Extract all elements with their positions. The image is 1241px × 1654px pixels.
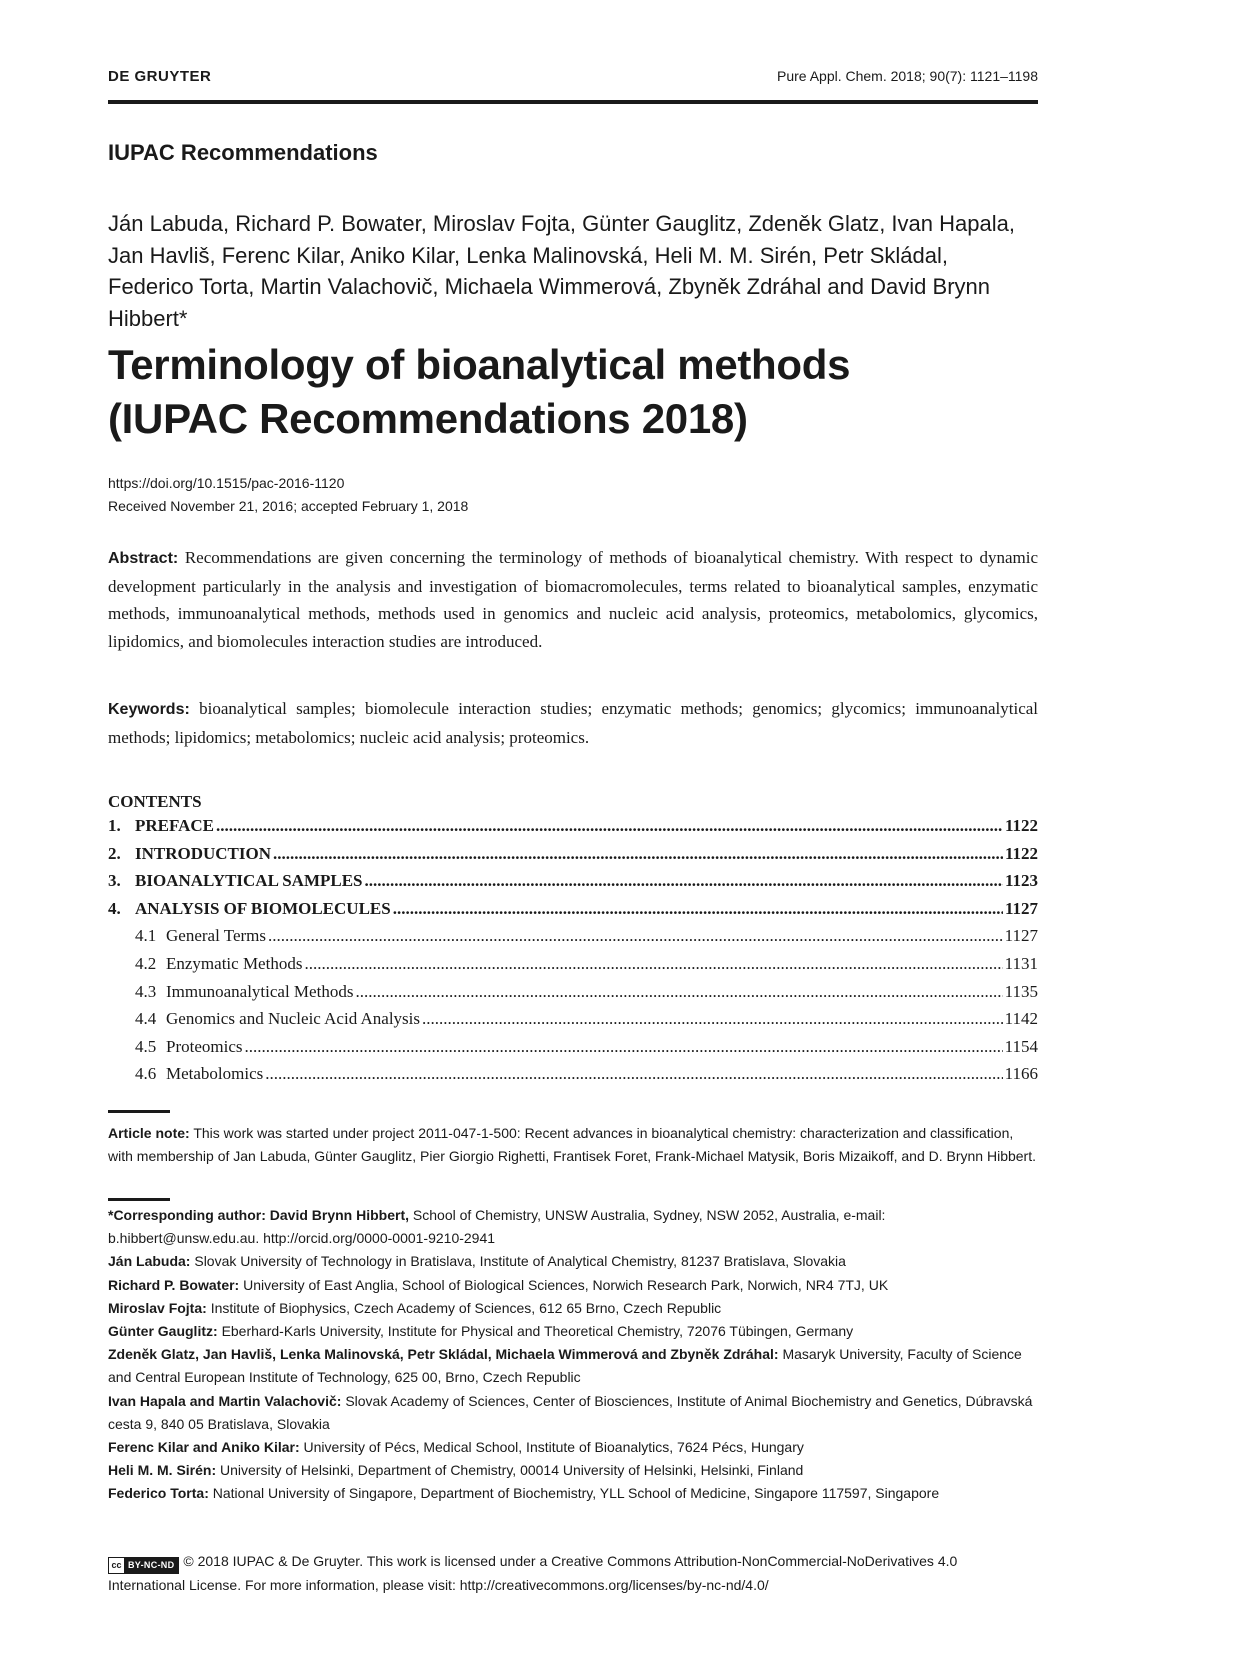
toc-page-number: 1123	[1004, 871, 1038, 891]
contents-title: CONTENTS	[108, 792, 202, 811]
received-dates: Received November 21, 2016; accepted February 1, 2018	[108, 498, 469, 514]
toc-page-number: 1127	[1004, 926, 1038, 946]
affiliation-entry	[108, 1436, 1038, 1459]
toc-page-number: 1166	[1004, 1064, 1038, 1084]
toc-number: 4.	[108, 898, 121, 918]
toc-number: 4.2	[135, 953, 157, 973]
affiliation-entry	[108, 1250, 1038, 1273]
license-notice	[108, 1550, 1038, 1597]
cc-license-badge[interactable]	[108, 1557, 179, 1574]
article-meta	[108, 472, 468, 518]
toc-entry-analysis-of-biomolecules[interactable]	[108, 899, 1038, 927]
affiliation-text: Slovak University of Technology in Bratislava, Institute of Analytical Chemistry, 81237 Bratislava, Slovakia	[194, 1253, 846, 1270]
affiliation-text: University of Helsinki, Department of Chemistry, 00014 University of Helsinki, Helsinki, Finland	[220, 1462, 804, 1479]
toc-page-number: 1122	[1004, 843, 1038, 863]
toc-number: 1.	[108, 816, 121, 835]
affiliation-name: Heli M. M. Sirén:	[108, 1462, 217, 1479]
affiliation-entry	[108, 1390, 1038, 1436]
toc-leader-dots	[273, 844, 1003, 864]
toc-entry-proteomics[interactable]	[108, 1037, 1038, 1065]
title-line-1: Terminology of bioanalytical methods	[108, 341, 851, 388]
series-label: IUPAC Recommendations	[108, 140, 378, 165]
cc-icon: cc	[109, 1558, 124, 1573]
toc-entry-genomics[interactable]	[108, 1009, 1038, 1037]
toc-label: Genomics and Nucleic Acid Analysis	[166, 1009, 421, 1029]
keywords-label: Keywords:	[108, 701, 190, 718]
author-list: Ján Labuda, Richard P. Bowater, Miroslav Fojta, Günter Gauglitz, Zdeněk Glatz, Ivan Hapala, Jan Havliš, Ferenc Kilar, Aniko Kilar, Lenka Malinovská, Heli M. M. Sirén, Petr Skládal, Federico Torta, Martin Valachovič, Michaela Wimmerová, Zbyněk Zdráhal and David Brynn Hibbert*	[108, 211, 1015, 331]
doi-link[interactable]: https://doi.org/10.1515/pac-2016-1120	[108, 475, 345, 491]
affiliation-entry	[108, 1459, 1038, 1482]
license-text: © 2018 IUPAC & De Gruyter. This work is licensed under a Creative Commons Attribution-NonCommercial-NoDerivatives 4.0 International License. For more information, please visit: http://creativecommons.org/licenses/by-nc-nd/4.0/	[108, 1553, 958, 1593]
abstract-text: Recommendations are given concerning the terminology of methods of bioanalytical chemistry. With respect to dynamic development particularly in the analysis and investigation of biomacromolecules, terms related to bioanalytical samples, enzymatic methods, immunoanalytical methods, methods used in genomics and nucleic acid analysis, proteomics, metabolomics, glycomics, lipidomics, and biomolecules interaction studies are introduced.	[108, 548, 1039, 651]
abstract-label: Abstract:	[108, 550, 179, 567]
cc-badge-text: BY-NC-ND	[124, 1558, 178, 1573]
affiliation-name: Zdeněk Glatz, Jan Havliš, Lenka Malinovská, Petr Skládal, Michaela Wimmerová and Zbyněk Zdráhal:	[108, 1346, 779, 1363]
toc-label: ANALYSIS OF BIOMOLECULES	[135, 898, 391, 918]
affiliation-text: Eberhard-Karls University, Institute for Physical and Theoretical Chemistry, 72076 Tübingen, Germany	[221, 1323, 854, 1340]
toc-number: 4.6	[135, 1064, 157, 1084]
toc-leader-dots	[355, 982, 1002, 1002]
affiliation-entry	[108, 1482, 1038, 1505]
toc-number: 4.5	[135, 1036, 157, 1056]
toc-label: Enzymatic Methods	[166, 953, 303, 973]
toc-page-number: 1131	[1004, 953, 1038, 973]
journal-reference: Pure Appl. Chem. 2018; 90(7): 1121–1198	[777, 68, 1038, 84]
toc-label: PREFACE	[135, 816, 215, 835]
toc-label: Immunoanalytical Methods	[166, 981, 354, 1001]
toc-entry-metabolomics[interactable]	[108, 1064, 1038, 1092]
affiliation-name: Ivan Hapala and Martin Valachovič:	[108, 1392, 342, 1409]
toc-leader-dots	[265, 1064, 1002, 1084]
affiliation-name: *Corresponding author: David Brynn Hibbert,	[108, 1207, 410, 1223]
toc-number: 4.3	[135, 981, 157, 1001]
affiliation-entry	[108, 1320, 1038, 1343]
affiliation-text: Masaryk University, Faculty of Science and Central European Institute of Technology, 625 00, Brno, Czech Republic	[108, 1346, 1022, 1386]
publisher-name: DE GRUYTER	[108, 68, 212, 85]
toc-label: Proteomics	[166, 1036, 243, 1056]
article-note-label: Article note:	[108, 1125, 190, 1141]
affiliation-name: Richard P. Bowater:	[108, 1276, 240, 1293]
toc-entry-introduction[interactable]	[108, 844, 1038, 872]
affiliation-text: University of East Anglia, School of Biological Sciences, Norwich Research Park, Norwich, NR4 7TJ, UK	[243, 1276, 889, 1293]
toc-label: General Terms	[166, 926, 266, 946]
toc-page-number: 1122	[1004, 816, 1038, 835]
keywords	[108, 695, 1038, 751]
affiliation-name: Ján Labuda:	[108, 1253, 191, 1270]
table-of-contents	[108, 788, 1038, 1092]
toc-leader-dots	[304, 954, 1002, 974]
affiliation-entry	[108, 1274, 1038, 1297]
affiliation-text: University of Pécs, Medical School, Institute of Bioanalytics, 7624 Pécs, Hungary	[303, 1439, 804, 1456]
toc-label: BIOANALYTICAL SAMPLES	[135, 871, 363, 891]
affiliation-text: Institute of Biophysics, Czech Academy of Sciences, 612 65 Brno, Czech Republic	[210, 1299, 722, 1316]
affiliation-name: Ferenc Kilar and Aniko Kilar:	[108, 1439, 300, 1456]
title-line-2: (IUPAC Recommendations 2018)	[108, 395, 748, 442]
affiliation-entry	[108, 1297, 1038, 1320]
note-rule	[108, 1110, 170, 1113]
affiliations	[108, 1204, 1038, 1506]
affiliations-rule	[108, 1198, 170, 1201]
toc-number: 2.	[108, 843, 121, 863]
affiliation-entry	[108, 1204, 1038, 1250]
toc-leader-dots	[422, 1009, 1003, 1029]
toc-entry-immunoanalytical-methods[interactable]	[108, 982, 1038, 1010]
affiliation-entry	[108, 1343, 1038, 1389]
keywords-text: bioanalytical samples; biomolecule interaction studies; enzymatic methods; genomics; glycomics; immunoanalytical methods; lipidomics; metabolomics; nucleic acid analysis; proteomics.	[108, 699, 1039, 747]
toc-leader-dots	[216, 816, 1003, 836]
toc-entry-enzymatic-methods[interactable]	[108, 954, 1038, 982]
toc-entry-general-terms[interactable]	[108, 926, 1038, 954]
toc-entry-bioanalytical-samples[interactable]	[108, 871, 1038, 899]
toc-page-number: 1127	[1004, 898, 1038, 918]
affiliation-name: Miroslav Fojta:	[108, 1299, 207, 1316]
toc-page-number: 1142	[1004, 1009, 1038, 1029]
header-rule	[108, 100, 1038, 104]
article-note-text: This work was started under project 2011-047-1-500: Recent advances in bioanalytical chemistry: characterization and classification, with membership of Jan Labuda, Günter Gauglitz, Pier Giorgio Righetti, Frantisek Foret, Frank-Michael Matysik, Boris Mizaikoff, and D. Brynn Hibbert.	[108, 1125, 1036, 1164]
affiliation-name: Günter Gauglitz:	[108, 1323, 218, 1340]
toc-page-number: 1135	[1004, 981, 1038, 1001]
journal-page	[108, 62, 1039, 1593]
toc-leader-dots	[365, 871, 1003, 891]
toc-entry-preface[interactable]	[108, 816, 1038, 844]
affiliation-name: Federico Torta:	[108, 1485, 209, 1502]
toc-leader-dots	[393, 899, 1003, 919]
article-title	[108, 338, 1038, 446]
abstract	[108, 544, 1038, 655]
toc-label: Metabolomics	[166, 1064, 264, 1084]
toc-number: 4.1	[135, 926, 157, 946]
toc-label: INTRODUCTION	[135, 843, 272, 863]
affiliation-text: School of Chemistry, UNSW Australia, Sydney, NSW 2052, Australia, e-mail: b.hibbert@unsw.edu.au. http://orcid.org/0000-0001-9210-2941	[108, 1207, 886, 1247]
toc-leader-dots	[268, 926, 1003, 946]
toc-number: 4.4	[135, 1009, 157, 1029]
page-header	[108, 62, 1038, 92]
article-note	[108, 1122, 1038, 1168]
toc-number: 3.	[108, 871, 121, 891]
toc-page-number: 1154	[1004, 1036, 1038, 1056]
affiliation-text: Slovak Academy of Sciences, Center of Biosciences, Institute of Animal Biochemistry and Genetics, Dúbravská cesta 9, 840 05 Bratislava, Slovakia	[108, 1392, 1033, 1432]
toc-leader-dots	[245, 1037, 1003, 1057]
affiliation-text: National University of Singapore, Department of Biochemistry, YLL School of Medicine, Singapore 117597, Singapore	[212, 1485, 940, 1502]
